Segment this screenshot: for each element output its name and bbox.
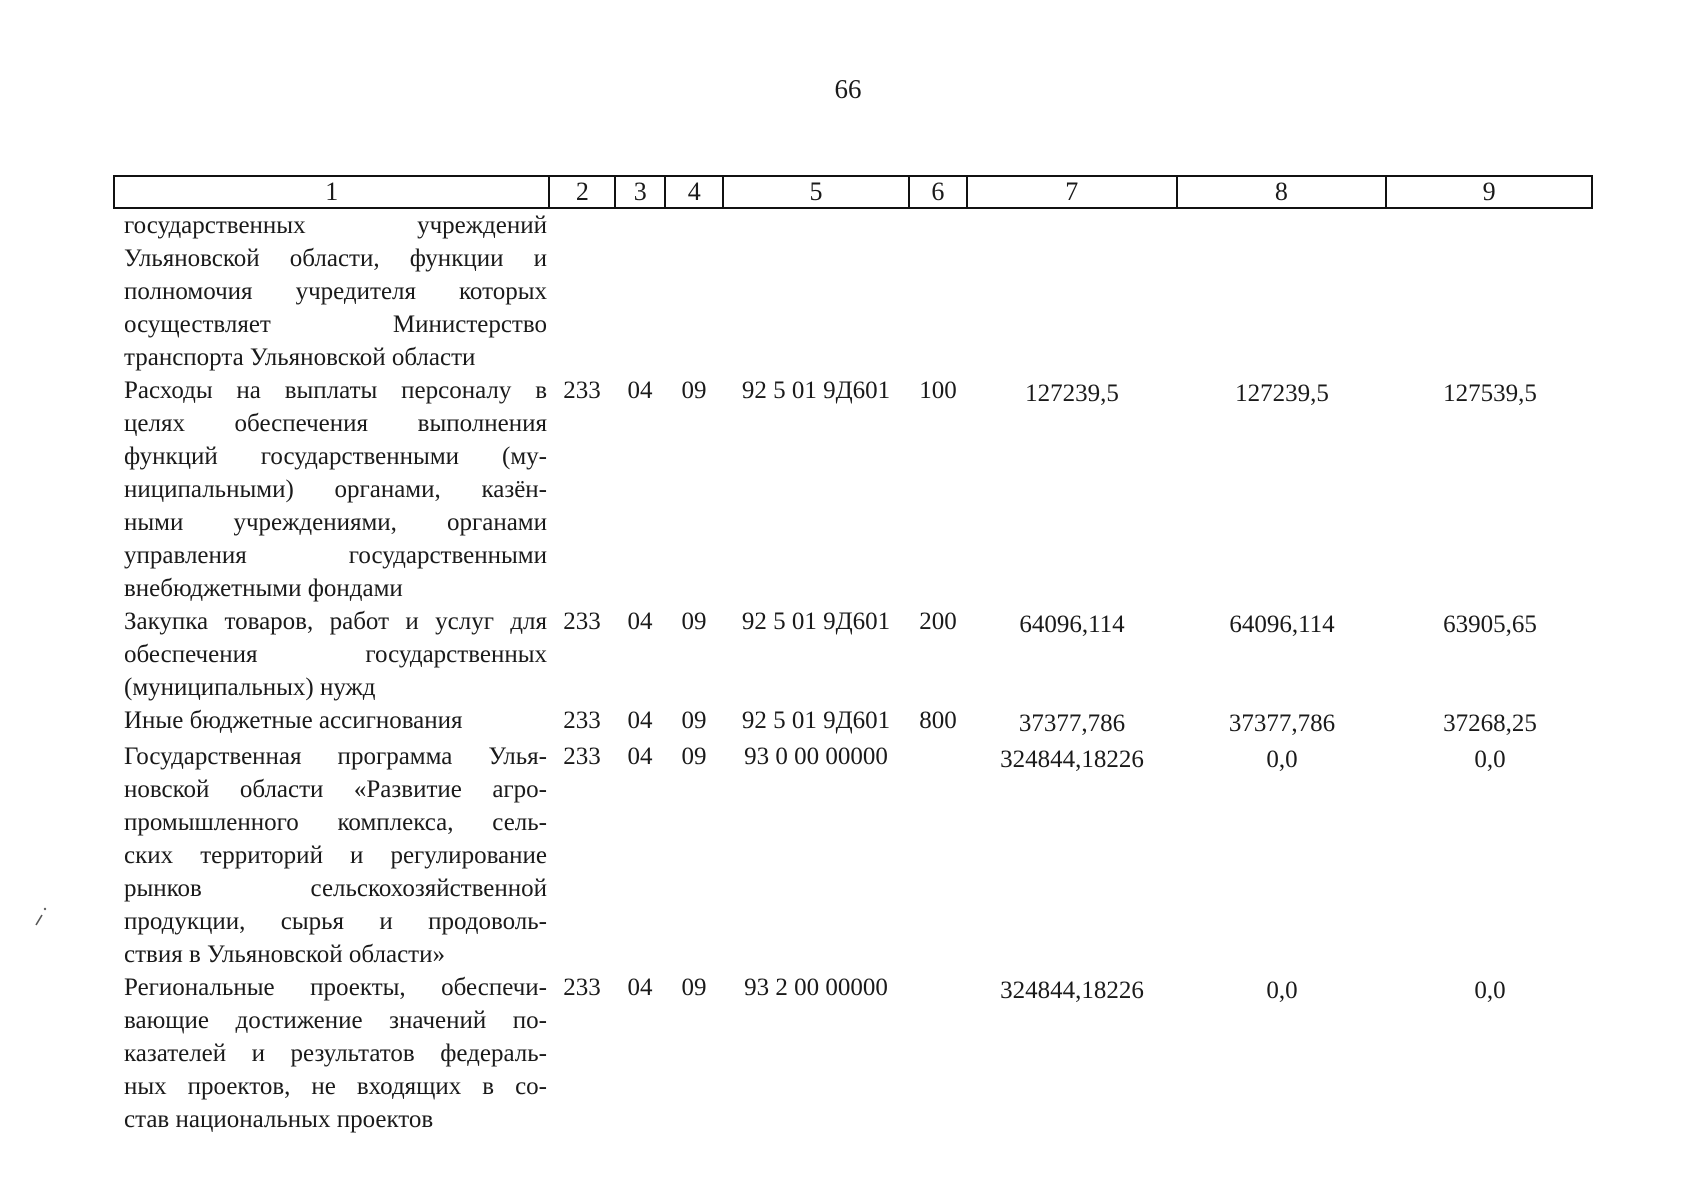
description-line: государственных учреждений [124,212,547,239]
table-row [113,740,1593,971]
cell-ministry-code: 233 [563,974,601,1001]
row-description [113,704,549,737]
cell-amount-col7: 64096,114 [1019,611,1125,638]
cell-amount-col9: 127539,5 [1443,380,1537,407]
header-col-8: 8 [1178,177,1388,207]
description-line: продукции, сырья и продоволь- [124,908,547,935]
cell-target-article: 93 2 00 00000 [744,974,888,1001]
description-line: Закупка товаров, работ и услуг для [124,608,547,635]
description-line: внебюджетными фондами [124,575,403,602]
description-line: обеспечения государственных [124,641,547,668]
table-row [113,209,1593,374]
header-col-5: 5 [724,177,910,207]
description-line: рынков сельскохозяйственной [124,875,547,902]
description-line: новской области «Развитие агро- [124,776,547,803]
description-line: ными учреждениями, органами [124,509,547,536]
header-col-4: 4 [666,177,724,207]
cell-subsection: 09 [681,608,707,635]
row-description [113,209,549,374]
cell-amount-col7: 127239,5 [1025,380,1119,407]
cell-ministry-code: 233 [563,743,601,770]
description-line: функций государственными (му- [124,443,547,470]
row-description [113,971,549,1136]
cell-amount-col9: 37268,25 [1443,710,1537,737]
description-line: став национальных проектов [124,1106,434,1133]
header-col-3: 3 [616,177,666,207]
description-line: Ульяновской области, функции и [124,245,547,272]
cell-amount-col8: 37377,786 [1228,710,1336,737]
description-line: Государственная программа Улья- [124,743,547,770]
table-row [113,605,1593,704]
cell-amount-col8: 0,0 [1266,746,1298,773]
cell-section: 04 [627,974,653,1001]
cell-amount-col9: 0,0 [1474,746,1506,773]
description-line: транспорта Ульяновской области [124,344,476,371]
cell-amount-col9: 63905,65 [1443,611,1537,638]
cell-ministry-code: 233 [563,707,601,734]
header-col-1: 1 [115,177,550,207]
cell-amount-col8: 64096,114 [1229,611,1335,638]
cell-subsection: 09 [681,974,707,1001]
header-col-7: 7 [968,177,1178,207]
row-description [113,374,549,605]
cell-amount-col7: 37377,786 [1018,710,1126,737]
description-line: казателей и результатов федераль- [124,1040,547,1067]
description-line: Региональные проекты, обеспечи- [124,974,547,1001]
cell-section: 04 [627,608,653,635]
cell-subsection: 09 [681,707,707,734]
cell-target-article: 92 5 01 9Д601 [741,377,891,404]
description-line: полномочия учредителя которых [124,278,547,305]
description-line: управления государственными [124,542,547,569]
description-line: целях обеспечения выполнения [124,410,547,437]
description-line: ных проектов, не входящих в со- [124,1073,547,1100]
cell-expense-type: 100 [919,377,957,404]
table-header [113,175,1593,209]
cell-section: 04 [627,707,653,734]
description-line: вающие достижение значений по- [124,1007,547,1034]
header-col-6: 6 [910,177,968,207]
description-line: Иные бюджетные ассигнования [124,707,463,734]
cell-expense-type: 200 [919,608,957,635]
page-number: 66 [834,74,862,104]
cell-ministry-code: 233 [563,608,601,635]
header-col-2: 2 [550,177,616,207]
cell-subsection: 09 [681,377,707,404]
table-row [113,971,1593,1136]
pen-mark-icon [34,905,48,927]
table-row [113,374,1593,605]
cell-target-article: 92 5 01 9Д601 [741,608,891,635]
description-line: Расходы на выплаты персоналу в [124,377,547,404]
cell-section: 04 [627,743,653,770]
cell-target-article: 92 5 01 9Д601 [741,707,891,734]
description-line: осуществляет Министерство [124,311,547,338]
description-line: промышленного комплекса, сель- [124,809,547,836]
table-body [113,209,1593,1136]
cell-amount-col7: 324844,18226 [1000,977,1144,1004]
description-line: ских территорий и регулирование [124,842,547,869]
header-col-9: 9 [1387,177,1593,207]
cell-subsection: 09 [681,743,707,770]
cell-amount-col7: 324844,18226 [1000,746,1144,773]
cell-expense-type: 800 [919,707,957,734]
description-line: (муниципальных) нужд [124,674,376,701]
table-row [113,704,1593,740]
row-description [113,605,549,704]
description-line: ствия в Ульяновской области» [124,941,445,968]
cell-section: 04 [627,377,653,404]
cell-amount-col9: 0,0 [1474,977,1506,1004]
cell-ministry-code: 233 [563,377,601,404]
description-line: ниципальными) органами, казён- [124,476,547,503]
cell-amount-col8: 127239,5 [1235,380,1329,407]
cell-amount-col8: 0,0 [1266,977,1298,1004]
row-description [113,740,549,971]
cell-target-article: 93 0 00 00000 [744,743,888,770]
